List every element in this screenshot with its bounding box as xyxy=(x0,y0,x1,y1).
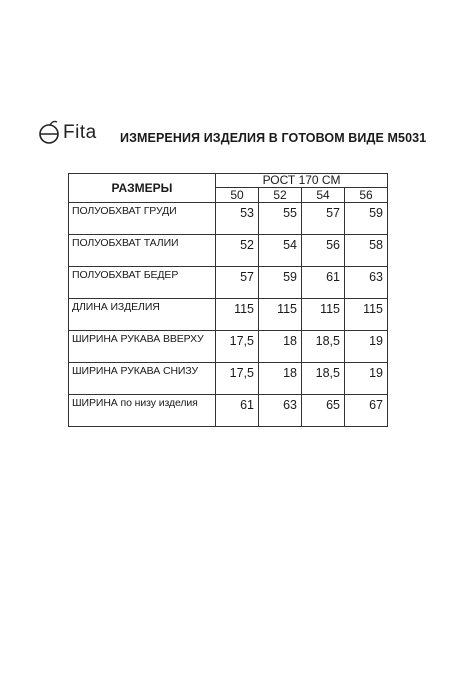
brand-name: Fita xyxy=(63,122,97,143)
measurement-value: 19 xyxy=(345,331,388,363)
measurement-value: 52 xyxy=(216,235,259,267)
measurement-value: 65 xyxy=(302,395,345,427)
measurement-value: 59 xyxy=(345,203,388,235)
measurement-name: ШИРИНА по низу изделия xyxy=(69,395,216,427)
measurement-value: 61 xyxy=(302,267,345,299)
measurement-value: 57 xyxy=(216,267,259,299)
measurement-value: 59 xyxy=(259,267,302,299)
height-header: РОСТ 170 СМ xyxy=(216,174,388,188)
measurement-value: 17,5 xyxy=(216,363,259,395)
measurement-value: 63 xyxy=(259,395,302,427)
measurement-name: ПОЛУОБХВАТ ГРУДИ xyxy=(69,203,216,235)
table-row xyxy=(69,299,388,331)
table-row xyxy=(69,395,388,427)
measurement-value: 56 xyxy=(302,235,345,267)
measurement-name: ПОЛУОБХВАТ ТАЛИИ xyxy=(69,235,216,267)
size-header: 56 xyxy=(345,188,388,203)
sizes-header: РАЗМЕРЫ xyxy=(69,174,216,203)
measurement-value: 57 xyxy=(302,203,345,235)
table-row xyxy=(69,235,388,267)
table-row xyxy=(69,203,388,235)
table-row xyxy=(69,267,388,299)
fita-logo-icon xyxy=(38,119,60,147)
measurement-value: 53 xyxy=(216,203,259,235)
measurement-value: 18,5 xyxy=(302,331,345,363)
document-title: ИЗМЕРЕНИЯ ИЗДЕЛИЯ В ГОТОВОМ ВИДЕ M5031 xyxy=(120,131,427,145)
measurement-name: ШИРИНА РУКАВА ВВЕРХУ xyxy=(69,331,216,363)
table-row xyxy=(69,331,388,363)
measurement-value: 54 xyxy=(259,235,302,267)
measurement-value: 17,5 xyxy=(216,331,259,363)
size-header: 54 xyxy=(302,188,345,203)
measurement-value: 115 xyxy=(216,299,259,331)
measurement-name: ПОЛУОБХВАТ БЕДЕР xyxy=(69,267,216,299)
size-header: 52 xyxy=(259,188,302,203)
measurement-name: ШИРИНА РУКАВА СНИЗУ xyxy=(69,363,216,395)
measurement-value: 115 xyxy=(345,299,388,331)
measurement-value: 55 xyxy=(259,203,302,235)
table-row xyxy=(69,363,388,395)
size-chart-table xyxy=(68,173,388,427)
measurement-value: 19 xyxy=(345,363,388,395)
measurement-value: 58 xyxy=(345,235,388,267)
size-header: 50 xyxy=(216,188,259,203)
measurement-value: 115 xyxy=(259,299,302,331)
table-header-row xyxy=(69,174,388,188)
measurement-name: ДЛИНА ИЗДЕЛИЯ xyxy=(69,299,216,331)
document-header xyxy=(38,118,438,148)
measurement-value: 115 xyxy=(302,299,345,331)
measurement-value: 18 xyxy=(259,331,302,363)
brand-logo xyxy=(38,118,97,148)
measurement-value: 63 xyxy=(345,267,388,299)
measurement-value: 18,5 xyxy=(302,363,345,395)
measurement-value: 67 xyxy=(345,395,388,427)
measurement-value: 18 xyxy=(259,363,302,395)
measurement-value: 61 xyxy=(216,395,259,427)
